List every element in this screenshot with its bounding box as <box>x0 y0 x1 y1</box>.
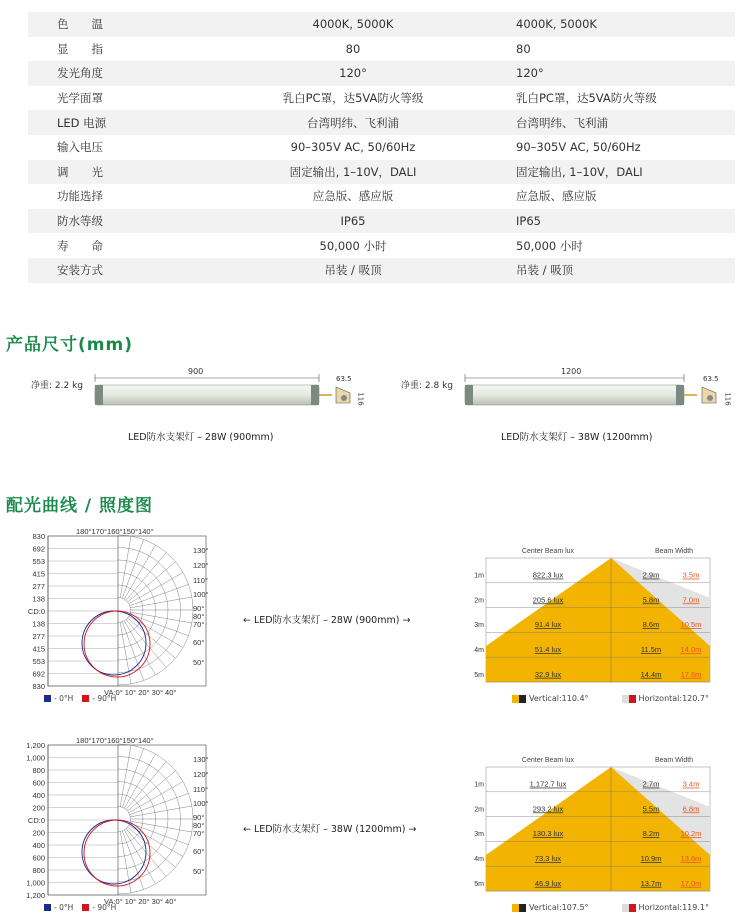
endw-900: 63.5 <box>336 375 352 383</box>
scale-tick: 553 <box>32 557 45 566</box>
right-angle-label: 100° <box>193 590 209 599</box>
spec-row <box>28 160 735 185</box>
legend-0h: - 0°H <box>54 694 74 703</box>
bottom-angle-labels: VA:0° 10° 20° 30° 40° <box>104 688 177 697</box>
horizontal-width: 10.2m <box>680 829 702 839</box>
spec-value: 90–305V AC, 50/60Hz <box>290 140 416 155</box>
scale-tick: 800 <box>32 866 45 875</box>
header-center-lux: Center Beam lux <box>521 757 575 764</box>
legend-0h: - 0°H <box>54 903 74 912</box>
spec-value: 4000K, 5000K <box>498 12 735 37</box>
horizontal-width: 3.5m <box>682 570 700 580</box>
distance-label: 1m <box>474 572 484 580</box>
spec-value: 4000K, 5000K <box>208 12 498 37</box>
endh-900: 116 <box>356 392 365 406</box>
illuminance-chart <box>470 546 730 686</box>
distance-label: 4m <box>474 856 484 863</box>
right-angle-label: 110° <box>193 576 208 585</box>
vertical-width: 10.9m <box>640 854 662 863</box>
spec-row <box>28 110 735 135</box>
spec-row <box>28 61 735 86</box>
chart-label <box>243 821 416 835</box>
vertical-width: 5.5m <box>642 804 660 814</box>
scale-tick: 415 <box>32 569 45 579</box>
chart-label-text: LED防水支架灯 – 38W (1200mm) <box>253 824 406 835</box>
photometry-block-38w <box>0 737 753 922</box>
weight-900: 净重: 2.2 kg <box>31 381 83 391</box>
spec-row <box>28 209 735 234</box>
lamp-drawing-1200 <box>462 369 732 415</box>
horizontal-width: 10.5m <box>680 620 702 630</box>
spec-label: LED 电源 <box>28 110 208 135</box>
right-angle-label: 100° <box>193 799 209 808</box>
spec-value: 80 <box>345 41 361 56</box>
spec-row <box>28 37 735 62</box>
lux-value: 205.6 lux <box>532 595 564 605</box>
right-angle-label: 120° <box>193 561 209 570</box>
swatch-horizontal <box>622 695 636 703</box>
header-beam-width: Beam Width <box>654 548 694 555</box>
scale-tick: 138 <box>32 619 45 629</box>
endw-1200: 63.5 <box>703 375 719 383</box>
spec-row <box>28 258 735 283</box>
chart-label-text: LED防水支架灯 – 28W (900mm) <box>253 615 400 626</box>
polar-legend <box>44 694 116 703</box>
vertical-width: 8.6m <box>642 620 660 630</box>
vertical-angle: Vertical:110.4° <box>529 694 589 703</box>
beam-legend <box>512 903 709 912</box>
swatch-90h <box>82 904 89 911</box>
scale-tick: 692 <box>32 544 45 554</box>
top-angle-labels: 180°170°160°150°140° <box>76 737 154 745</box>
vertical-width: 8.2m <box>642 829 660 839</box>
swatch-0h <box>44 695 51 702</box>
spec-row <box>28 135 735 160</box>
scale-tick: 830 <box>32 532 45 541</box>
horizontal-angle: Horizontal:120.7° <box>638 694 709 703</box>
vertical-width: 5.8m <box>642 595 660 605</box>
distance-label: 2m <box>474 806 484 814</box>
spec-value: 应急版、感应版 <box>516 189 597 204</box>
legend-90h: - 90°H <box>92 903 117 912</box>
distance-label: 3m <box>474 831 484 839</box>
arrow-right-icon: → <box>399 615 411 626</box>
scale-tick: 800 <box>32 766 45 775</box>
spec-value: IP65 <box>498 209 735 234</box>
horizontal-width: 13.6m <box>680 854 702 863</box>
right-angle-label: 110° <box>193 785 208 794</box>
length-900: 900 <box>188 367 204 376</box>
spec-value: 吊装 / 吸顶 <box>208 258 498 283</box>
right-angle-label: 70° <box>193 620 205 629</box>
top-angle-labels: 180°170°160°150°140° <box>76 528 154 536</box>
right-angle-label: 130° <box>193 546 209 555</box>
spec-value: 吊装 / 吸顶 <box>498 258 735 283</box>
scale-tick: 138 <box>32 594 45 604</box>
spec-label: 发光角度 <box>28 61 208 86</box>
spec-row <box>28 184 735 209</box>
spec-label: 显 指 <box>57 41 103 56</box>
arrow-left-icon: ← <box>243 824 254 835</box>
swatch-vertical <box>512 904 526 912</box>
swatch-vertical <box>512 695 526 703</box>
spec-label: 功能选择 <box>57 189 103 204</box>
spec-value: 120° <box>498 61 735 86</box>
horizontal-width: 3.4m <box>682 779 700 789</box>
lux-value: 32.9 lux <box>534 669 562 679</box>
scale-tick: 1,200 <box>26 891 45 900</box>
distance-label: 5m <box>474 671 484 679</box>
illuminance-chart <box>470 755 730 895</box>
header-beam-width: Beam Width <box>654 757 694 764</box>
vertical-width: 13.7m <box>640 878 662 888</box>
spec-label: 输入电压 <box>57 140 103 155</box>
horizontal-width: 14.0m <box>680 645 702 654</box>
vertical-angle: Vertical:107.5° <box>529 903 589 912</box>
scale-tick: 200 <box>32 803 45 813</box>
scale-tick: CD:0 <box>27 607 45 616</box>
spec-value: 乳白PC罩，达5VA防火等级 <box>516 91 657 106</box>
spec-value: 50,000 小时 <box>319 238 387 253</box>
spec-row <box>28 86 735 111</box>
lux-value: 822.3 lux <box>532 570 564 580</box>
scale-tick: 553 <box>32 657 45 666</box>
vertical-width: 14.4m <box>640 669 662 679</box>
dimension-drawings <box>0 365 753 445</box>
scale-tick: 1,000 <box>26 753 45 763</box>
distance-label: 4m <box>474 647 484 654</box>
vertical-width: 2.7m <box>642 779 660 789</box>
spec-label: 调 光 <box>28 160 208 185</box>
spec-value: 120° <box>208 61 498 86</box>
photometry-title: 配光曲线 / 照度图 <box>6 496 154 516</box>
distance-label: 5m <box>474 880 484 888</box>
scale-tick: 830 <box>32 682 45 691</box>
right-angle-label: 90° <box>193 604 205 613</box>
horizontal-width: 6.8m <box>682 804 700 814</box>
spec-label: 安装方式 <box>28 258 208 283</box>
polar-diagram <box>0 737 230 912</box>
arrow-left-icon: ← <box>243 615 254 626</box>
beam-legend <box>512 694 709 703</box>
horizontal-width: 17.6m <box>680 669 702 679</box>
lux-value: 91.4 lux <box>534 620 562 630</box>
spec-label: 光学面罩 <box>57 91 103 106</box>
lux-value: 73.3 lux <box>534 854 562 863</box>
right-angle-label: 50° <box>193 867 205 876</box>
scale-tick: 200 <box>32 828 45 838</box>
scale-tick: 600 <box>32 853 45 863</box>
swatch-0h <box>44 904 51 911</box>
scale-tick: 692 <box>32 669 45 679</box>
lux-value: 130.3 lux <box>532 829 564 839</box>
right-angle-label: 130° <box>193 755 209 764</box>
spec-value: 90–305V AC, 50/60Hz <box>516 140 641 155</box>
spec-value: 50,000 小时 <box>516 238 583 253</box>
chart-label <box>243 612 410 626</box>
scale-tick: 415 <box>32 644 45 654</box>
right-angle-label: 80° <box>193 612 205 621</box>
horizontal-angle: Horizontal:119.1° <box>638 903 709 912</box>
spec-label: 色 温 <box>28 12 208 37</box>
weight-1200: 净重: 2.8 kg <box>401 381 453 391</box>
lux-value: 1,172.7 lux <box>529 779 567 789</box>
distance-label: 2m <box>474 597 484 605</box>
scale-tick: 400 <box>32 791 45 800</box>
polar-diagram <box>0 528 230 703</box>
caption-1200: LED防水支架灯 – 38W (1200mm) <box>501 432 653 443</box>
right-angle-label: 60° <box>193 638 205 647</box>
spec-label: 寿 命 <box>57 238 103 253</box>
spec-value: 乳白PC罩，达5VA防火等级 <box>282 91 424 106</box>
arrow-right-icon: → <box>405 824 417 835</box>
vertical-width: 11.5m <box>640 645 662 654</box>
distance-label: 3m <box>474 622 484 630</box>
polar-legend <box>44 903 116 912</box>
lamp-drawing-900 <box>92 369 362 415</box>
distance-label: 1m <box>474 781 484 789</box>
horizontal-width: 7.0m <box>682 595 700 605</box>
horizontal-width: 17.0m <box>680 878 702 888</box>
spec-value: IP65 <box>208 209 498 234</box>
scale-tick: 277 <box>32 582 45 591</box>
spec-value: 台湾明纬、飞利浦 <box>498 110 735 135</box>
vertical-width: 2.9m <box>642 570 660 580</box>
endh-1200: 116 <box>723 392 732 406</box>
spec-table <box>28 12 735 283</box>
dimensions-title: 产品尺寸(mm) <box>6 335 133 355</box>
scale-tick: 400 <box>32 841 45 850</box>
right-angle-label: 60° <box>193 847 205 856</box>
right-angle-label: 90° <box>193 813 205 822</box>
header-center-lux: Center Beam lux <box>521 548 575 555</box>
swatch-90h <box>82 695 89 702</box>
spec-label: 防水等级 <box>28 209 208 234</box>
spec-value: 台湾明纬、飞利浦 <box>208 110 498 135</box>
lux-value: 51.4 lux <box>534 645 562 654</box>
swatch-horizontal <box>622 904 636 912</box>
right-angle-label: 70° <box>193 829 205 838</box>
spec-value: 固定输出, 1–10V，DALI <box>208 160 498 185</box>
bottom-angle-labels: VA:0° 10° 20° 30° 40° <box>104 897 177 906</box>
right-angle-label: 80° <box>193 821 205 830</box>
spec-row <box>28 233 735 258</box>
lux-value: 46.9 lux <box>534 878 562 888</box>
spec-value: 固定输出, 1–10V，DALI <box>498 160 735 185</box>
scale-tick: 1,200 <box>26 741 45 750</box>
photometry-block-28w <box>0 528 753 713</box>
spec-row <box>28 12 735 37</box>
lux-value: 293.2 lux <box>532 804 564 814</box>
caption-900: LED防水支架灯 – 28W (900mm) <box>128 432 274 443</box>
scale-tick: 1,000 <box>26 878 45 888</box>
scale-tick: CD:0 <box>27 816 45 825</box>
right-angle-label: 120° <box>193 770 209 779</box>
scale-tick: 277 <box>32 632 45 641</box>
legend-90h: - 90°H <box>92 694 117 703</box>
scale-tick: 600 <box>32 778 45 788</box>
spec-value: 应急版、感应版 <box>312 189 394 204</box>
spec-value: 80 <box>516 41 531 56</box>
length-1200: 1200 <box>561 367 582 376</box>
right-angle-label: 50° <box>193 658 205 667</box>
